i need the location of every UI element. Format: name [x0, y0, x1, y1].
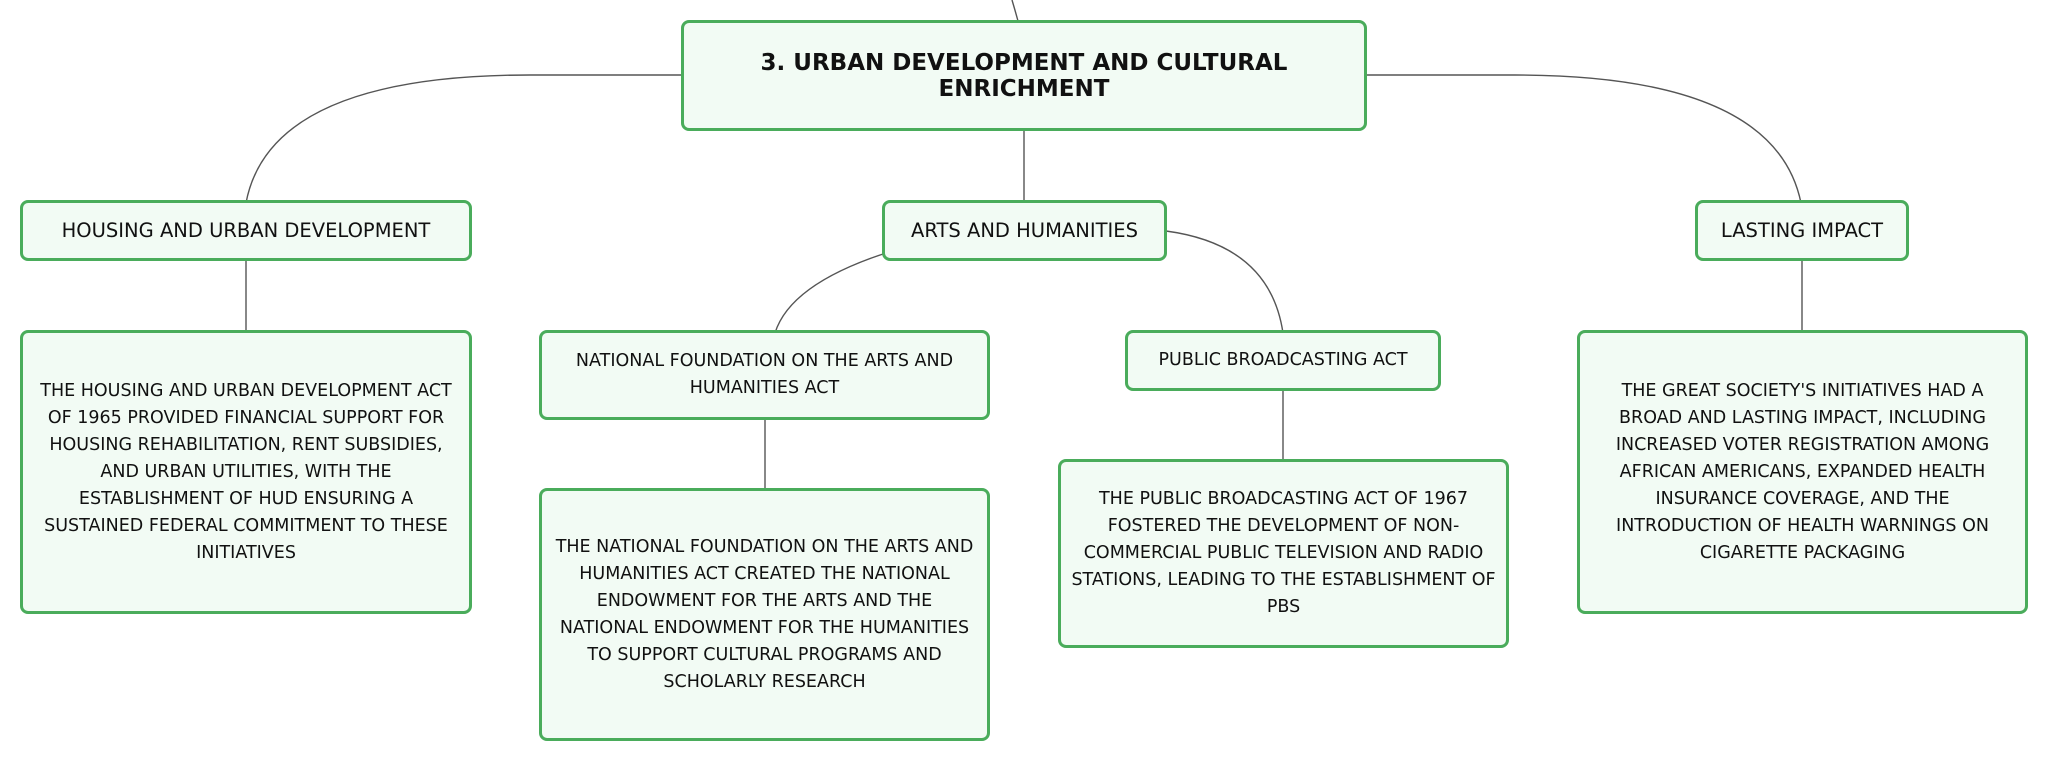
impact-branch-label: LASTING IMPACT [1720, 219, 1884, 242]
connector-arts-broadcasting [1166, 231, 1283, 333]
connector-root-housing [246, 75, 681, 203]
connector-from-above [1012, 0, 1018, 21]
broadcasting-detail-node[interactable] [1058, 459, 1509, 648]
connector-root-impact [1367, 75, 1801, 203]
arts-branch-node[interactable] [882, 200, 1167, 261]
impact-detail-node[interactable] [1577, 330, 2028, 614]
root-label: 3. URBAN DEVELOPMENT AND CULTURAL ENRICHMENT [760, 49, 1288, 102]
root-node[interactable] [681, 20, 1367, 131]
housing-detail-node[interactable] [20, 330, 472, 614]
connector-arts-foundation [775, 254, 883, 333]
impact-detail-text: THE GREAT SOCIETY'S INITIATIVES HAD A BROAD AND LASTING IMPACT, INCLUDING INCREASED VOTER REGISTRATION AMONG AFRICAN AMERICANS, EXPANDED HEALTH INSURANCE COVERAGE, AND THE INTRODUCTION OF HEALTH WARNINGS ON CIGARETTE PACKAGING [1615, 380, 1990, 563]
housing-detail-text: THE HOUSING AND URBAN DEVELOPMENT ACT OF 1965 PROVIDED FINANCIAL SUPPORT FOR HOUSING REHABILITATION, RENT SUBSIDIES, AND URBAN UTILITIES, WITH THE ESTABLISHMENT OF HUD ENSURING A SUSTAINED FEDERAL COMMITMENT TO THESE INITIATIVES [40, 380, 452, 563]
arts-branch-label: ARTS AND HUMANITIES [911, 219, 1138, 242]
broadcasting-act-node[interactable] [1125, 330, 1441, 391]
housing-branch-node[interactable] [20, 200, 472, 261]
foundation-detail-text: THE NATIONAL FOUNDATION ON THE ARTS AND HUMANITIES ACT CREATED THE NATIONAL ENDOWMENT FOR THE ARTS AND THE NATIONAL ENDOWMENT FOR THE HUMANITIES TO SUPPORT CULTURAL PROGRAMS AND SCHOLARLY RESEARCH [555, 536, 974, 692]
impact-branch-node[interactable] [1695, 200, 1909, 261]
broadcasting-detail-text: THE PUBLIC BROADCASTING ACT OF 1967 FOSTERED THE DEVELOPMENT OF NON-COMMERCIAL PUBLIC TELEVISION AND RADIO STATIONS, LEADING TO THE ESTABLISHMENT OF PBS [1071, 489, 1496, 617]
broadcasting-act-label: PUBLIC BROADCASTING ACT [1158, 350, 1408, 370]
foundation-detail-node[interactable] [539, 488, 990, 741]
foundation-act-label: NATIONAL FOUNDATION ON THE ARTS AND HUMANITIES ACT [575, 351, 954, 398]
housing-branch-label: HOUSING AND URBAN DEVELOPMENT [61, 219, 431, 242]
foundation-act-node[interactable] [539, 330, 990, 420]
